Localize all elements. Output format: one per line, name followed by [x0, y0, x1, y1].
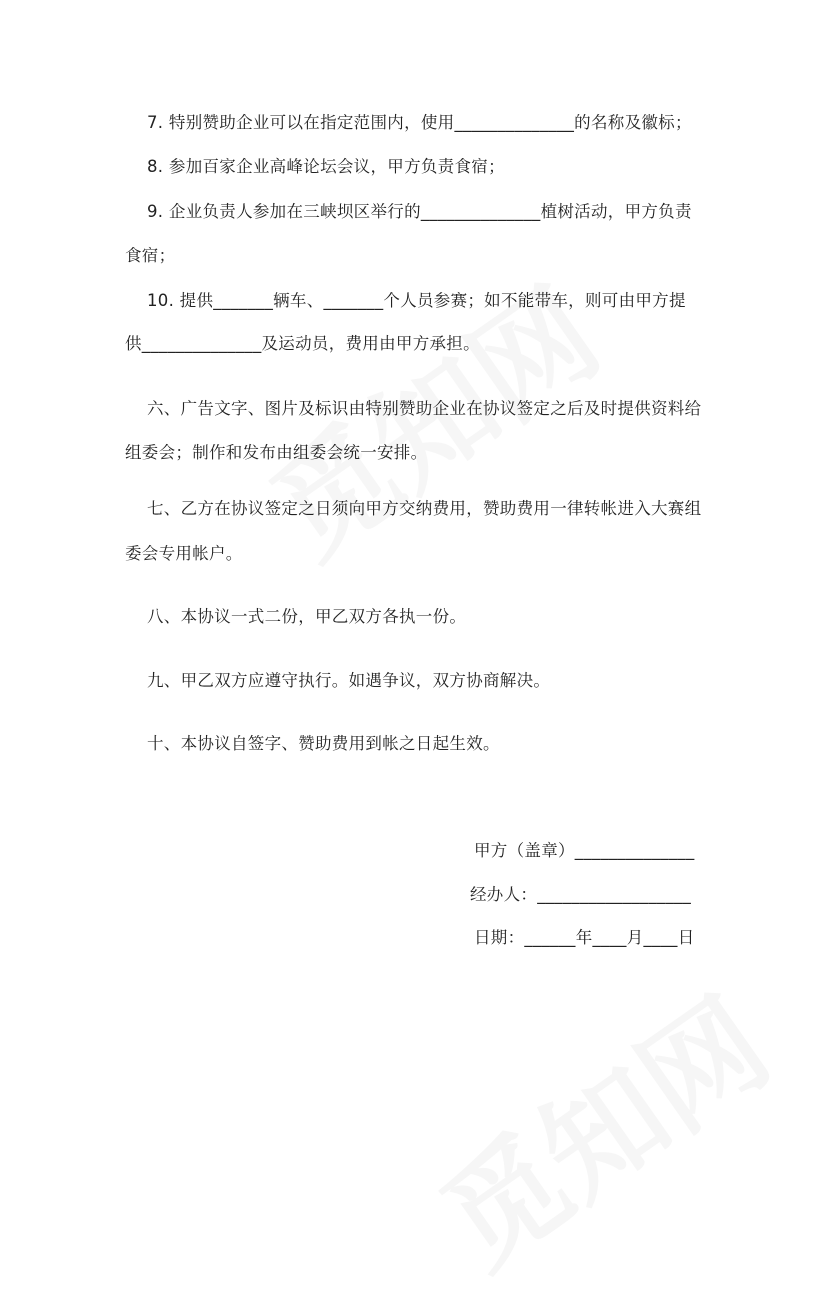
item-9-cont: 食宿； [125, 246, 176, 265]
clause-6-cont: 组委会；制作和发布由组委会统一安排。 [125, 443, 428, 462]
item-8: 8. 参加百家企业高峰论坛会议，甲方负责食宿； [147, 157, 505, 176]
item-9: 9. 企业负责人参加在三峡坝区举行的______________植树活动，甲方负责 [147, 202, 692, 221]
signature-date: 日期：______年____月____日 [474, 928, 695, 947]
signature-party-a: 甲方（盖章）______________ [474, 841, 695, 860]
item-10: 10. 提供_______辆车、_______个人员参赛；如不能带车，则可由甲方提 [147, 291, 686, 310]
clause-10: 十、本协议自签字、赞助费用到帐之日起生效。 [147, 734, 500, 753]
clause-7-cont: 委会专用帐户。 [125, 544, 243, 563]
watermark-bottom [403, 952, 797, 1299]
item-7: 7. 特别赞助企业可以在指定范围内，使用______________的名称及徽标； [147, 113, 692, 132]
item-10-cont: 供______________及运动员，费用由甲方承担。 [125, 334, 480, 353]
clause-7: 七、乙方在协议签定之日须向甲方交纳费用，赞助费用一律转帐进入大赛组 [147, 499, 702, 518]
signature-handler: 经办人：__________________ [470, 885, 692, 904]
clause-6: 六、广告文字、图片及标识由特别赞助企业在协议签定之后及时提供资料给 [147, 399, 702, 418]
clause-9: 九、甲乙双方应遵守执行。如遇争议，双方协商解决。 [147, 671, 551, 690]
clause-8: 八、本协议一式二份，甲乙双方各执一份。 [147, 607, 467, 626]
